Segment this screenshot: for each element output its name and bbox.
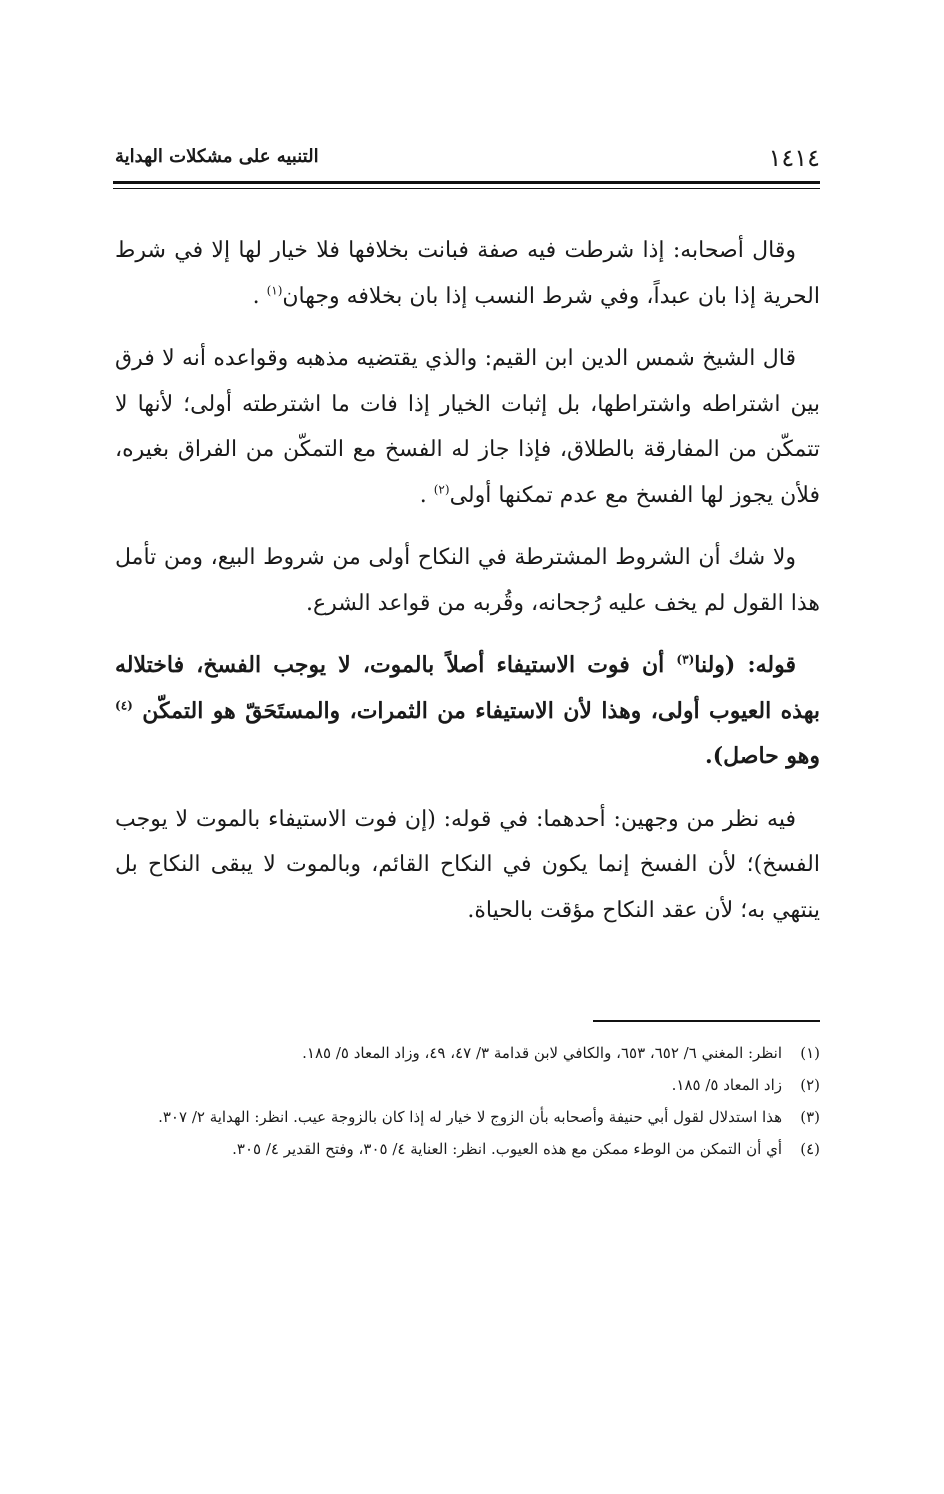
quoted-text-paragraph [115, 643, 820, 780]
paragraph-1-text: وقال أصحابه: إذا شرطت فيه صفة فبانت بخلافها فلا خيار لها إلا في شرط الحرية إذا بان عبداً، وفي شرط النسب إذا بان بخلافه وجهان [115, 238, 820, 309]
header-rule-thick [113, 181, 820, 184]
footnotes [115, 1040, 820, 1168]
page-header [115, 140, 820, 176]
footnote-ref-4: (٤) [115, 698, 133, 713]
footnote-text: انظر: المغني ٦/ ٦٥٢، ٦٥٣، والكافي لابن قدامة ٣/ ٤٧، ٤٩، وزاد المعاد ٥/ ١٨٥. [302, 1044, 782, 1062]
footnote-number: (١) [800, 1044, 820, 1062]
paragraph-1-end: . [252, 283, 260, 309]
footnote-1 [115, 1040, 820, 1066]
quote-end: وهو حاصل). [705, 743, 820, 769]
paragraph-2 [115, 336, 820, 518]
paragraph-2-text: قال الشيخ شمس الدين ابن القيم: والذي يقتضيه مذهبه وقواعده أنه لا فرق بين اشتراطه واشتراطها، بل إثبات الخيار إذا فات ما اشترطته أولى؛ لأنها لا تتمكّن من المفارقة بالطلاق، فإذا جاز له الفسخ مع التمكّن من الفراق بغيره، فلأن يجوز لها الفسخ مع عدم تمكنها أولى [115, 346, 820, 508]
main-text [115, 228, 820, 950]
running-title: التنبيه على مشكلات الهداية [115, 146, 319, 167]
footnote-2 [115, 1072, 820, 1098]
footnote-number: (٣) [800, 1108, 820, 1126]
footnote-number: (٤) [800, 1140, 820, 1158]
footnote-4 [115, 1136, 820, 1162]
page-number: ١٤١٤ [768, 144, 820, 172]
footnote-divider [593, 1020, 820, 1022]
footnote-ref-3: (٣) [676, 652, 695, 667]
paragraph-1 [115, 228, 820, 319]
quote-middle: أن فوت الاستيفاء أصلاً بالموت، لا يوجب الفسخ، فاختلاله بهذه العيوب أولى، وهذا لأن الاستيفاء من الثمرات، والمستَحَقّ هو التمكّن [115, 652, 820, 724]
paragraph-3: ولا شك أن الشروط المشترطة في النكاح أولى من شروط البيع، ومن تأمل هذا القول لم يخف عليه رُجحانه، وقُربه من قواعد الشرع. [115, 545, 820, 616]
footnote-text: أي أن التمكن من الوطء ممكن مع هذه العيوب. انظر: العناية ٤/ ٣٠٥، وفتح القدير ٤/ ٣٠٥. [232, 1140, 782, 1158]
paragraph-5: فيه نظر من وجهين: أحدهما: في قوله: (إن فوت الاستيفاء بالموت لا يوجب الفسخ)؛ لأن الفسخ إنما يكون في النكاح القائم، وبالموت لا يبقى النكاح بل ينتهي به؛ لأن عقد النكاح مؤقت بالحياة. [115, 806, 820, 923]
footnote-ref-1: (١) [266, 283, 283, 298]
header-rule-thin [113, 188, 820, 189]
footnote-number: (٢) [800, 1076, 820, 1094]
footnote-text: زاد المعاد ٥/ ١٨٥. [671, 1076, 782, 1094]
quote-start: قوله: (ولنا [694, 652, 796, 678]
footnote-3 [115, 1104, 820, 1130]
footnote-text: هذا استدلال لقول أبي حنيفة وأصحابه بأن الزوج لا خيار له إذا كان بالزوجة عيب. انظر: الهداية ٢/ ٣٠٧. [158, 1108, 782, 1126]
footnote-ref-2: (٢) [433, 482, 450, 497]
paragraph-2-end: . [419, 482, 427, 508]
